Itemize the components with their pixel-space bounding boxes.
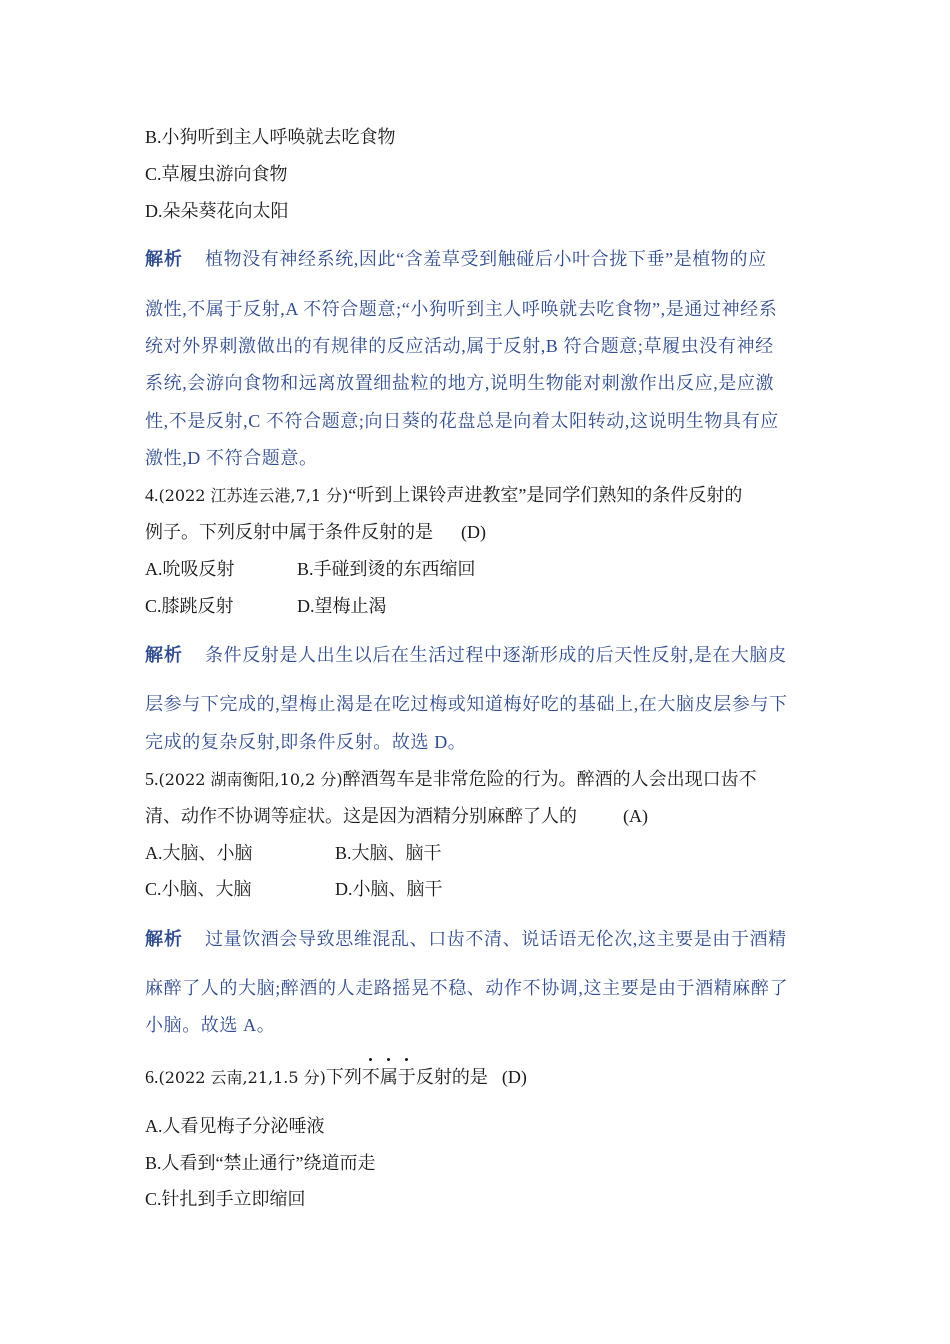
emphasis-char: 属	[379, 1067, 398, 1087]
q3-option-c: C.草履虫游向食物	[145, 164, 288, 184]
q5-options-row	[145, 841, 442, 865]
emphasis-char: 于	[397, 1067, 416, 1087]
q3-analysis-line: 系统,会游向食物和远离放置细盐粒的地方,说明生物能对刺激作出反应,是应激	[145, 373, 775, 393]
q3-analysis-line: 统对外界刺激做出的有规律的反应活动,属于反射,B 符合题意;草履虫没有神经	[145, 336, 774, 356]
analysis-tag: 解析	[145, 929, 183, 949]
q6-answer: (D)	[501, 1067, 527, 1087]
q3-option-d: D.朵朵葵花向太阳	[145, 201, 289, 221]
analysis-tag: 解析	[145, 645, 183, 665]
q3-analysis-line: 解析 植物没有神经系统,因此“含羞草受到触碰后小叶合拢下垂”是植物的应	[145, 249, 767, 269]
q5-source: (2022 湖南衡阳,10,2 分)	[158, 770, 343, 789]
q4-options-row	[145, 557, 476, 581]
q5-option-c: C.小脑、大脑	[145, 879, 252, 899]
emphasis-char: 不	[361, 1067, 380, 1087]
q4-analysis-line: 层参与下完成的,望梅止渴是在吃过梅或知道梅好吃的基础上,在大脑皮层参与下	[145, 694, 788, 714]
q3-option-b: B.小狗听到主人呼唤就去吃食物	[145, 127, 396, 147]
q4-options-row	[145, 594, 387, 618]
q5-stem: 5.(2022 湖南衡阳,10,2 分)醉酒驾车是非常危险的行为。醉酒的人会出现口齿不	[145, 769, 757, 789]
q4-stem-line2: 例子。下列反射中属于条件反射的是 (D)	[145, 522, 486, 542]
q6-option-c: C.针扎到手立即缩回	[145, 1189, 306, 1209]
q4-analysis-line: 完成的复杂反射,即条件反射。故选 D。	[145, 732, 467, 752]
q6-option-b: B.人看到“禁止通行”绕道而走	[145, 1153, 376, 1173]
q3-analysis-line: 激性,不属于反射,A 不符合题意;“小狗听到主人呼唤就去吃食物”,是通过神经系	[145, 299, 778, 319]
q4-analysis-line: 解析 条件反射是人出生以后在生活过程中逐渐形成的后天性反射,是在大脑皮	[145, 645, 787, 665]
q5-stem-line2: 清、动作不协调等症状。这是因为酒精分别麻醉了人的 (A)	[145, 806, 648, 826]
q5-analysis-line: 小脑。故选 A。	[145, 1015, 276, 1035]
q5-option-a: A.大脑、小脑	[145, 843, 253, 863]
q4-option-b: B.手碰到烫的东西缩回	[297, 559, 476, 579]
q5-analysis-line: 解析 过量饮酒会导致思维混乱、口齿不清、说话语无伦次,这主要是由于酒精	[145, 929, 787, 949]
q5-answer: (A)	[623, 806, 648, 826]
q4-answer: (D)	[461, 522, 486, 542]
q6-option-a: A.人看见梅子分泌唾液	[145, 1116, 325, 1136]
q4-option-d: D.望梅止渴	[297, 596, 387, 616]
q6-stem: 6.(2022 云南,21,1.5 分)下列不属于反射的是 (D)	[145, 1067, 527, 1087]
q3-analysis-line: 激性,D 不符合题意。	[145, 448, 318, 468]
q5-option-b: B.大脑、脑干	[335, 843, 442, 863]
q6-source: (2022 云南,21,1.5 分)	[158, 1068, 326, 1087]
q4-option-a: A.吮吸反射	[145, 559, 235, 579]
q5-option-d: D.小脑、脑干	[335, 879, 443, 899]
q5-analysis-line: 麻醉了人的大脑;醉酒的人走路摇晃不稳、动作不协调,这主要是由于酒精麻醉了	[145, 978, 789, 998]
q4-source: (2022 江苏连云港,7,1 分)	[158, 486, 349, 505]
q5-options-row	[145, 877, 443, 901]
analysis-tag: 解析	[145, 249, 183, 269]
q3-analysis-line: 性,不是反射,C 不符合题意;向日葵的花盘总是向着太阳转动,这说明生物具有应	[145, 411, 779, 431]
q4-option-c: C.膝跳反射	[145, 596, 234, 616]
q4-stem: 4.(2022 江苏连云港,7,1 分)“听到上课铃声进教室”是同学们熟知的条件反射的	[145, 485, 743, 505]
